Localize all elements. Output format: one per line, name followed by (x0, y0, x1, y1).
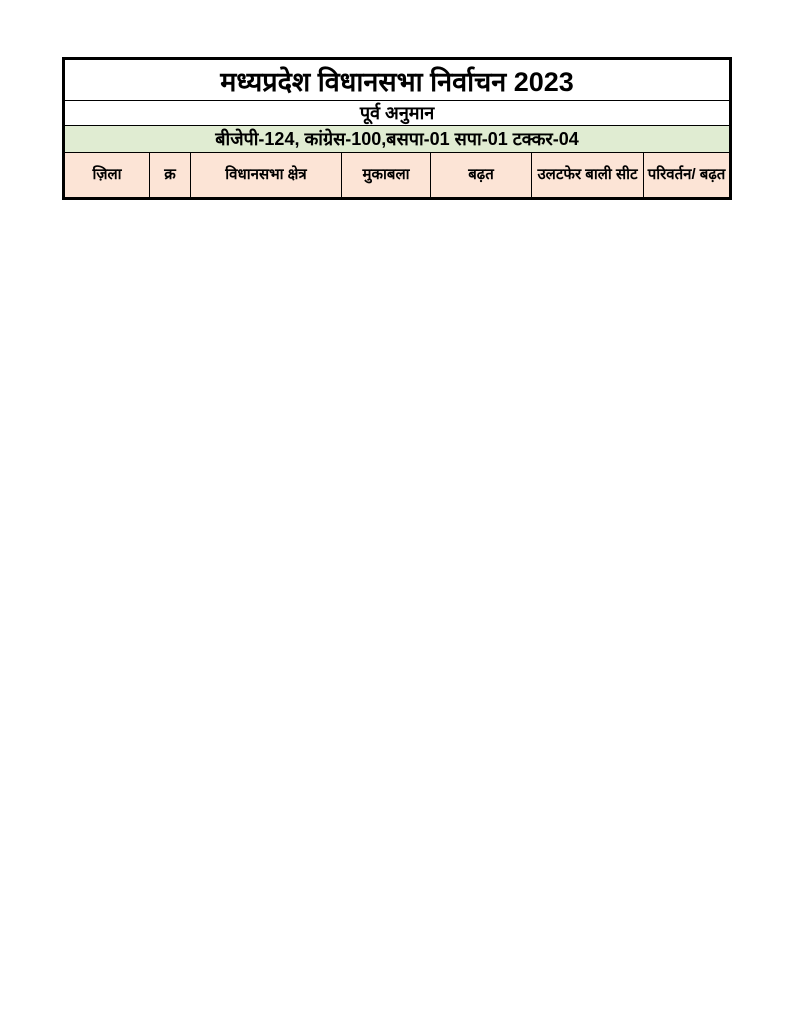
column-header-3: मुकाबला (342, 153, 431, 199)
summary-row (64, 126, 731, 153)
subtitle: पूर्व अनुमान (64, 101, 731, 126)
column-header-1: क्र (150, 153, 191, 199)
column-header-2: विधानसभा क्षेत्र (191, 153, 342, 199)
seat-tally-summary: बीजेपी-124, कांग्रेस-100,बसपा-01 सपा-01 टक्कर-04 (64, 126, 731, 153)
column-header-row (64, 153, 731, 199)
column-header-4: बढ़त (431, 153, 532, 199)
column-header-5: उलटफेर बाली सीट (532, 153, 644, 199)
subtitle-row (64, 101, 731, 126)
column-header-6: परिवर्तन/ बढ़त (644, 153, 731, 199)
column-header-0: ज़िला (64, 153, 150, 199)
page-title: मध्यप्रदेश विधानसभा निर्वाचन 2023 (64, 59, 731, 101)
title-row (64, 59, 731, 101)
election-prediction-table (62, 57, 732, 200)
